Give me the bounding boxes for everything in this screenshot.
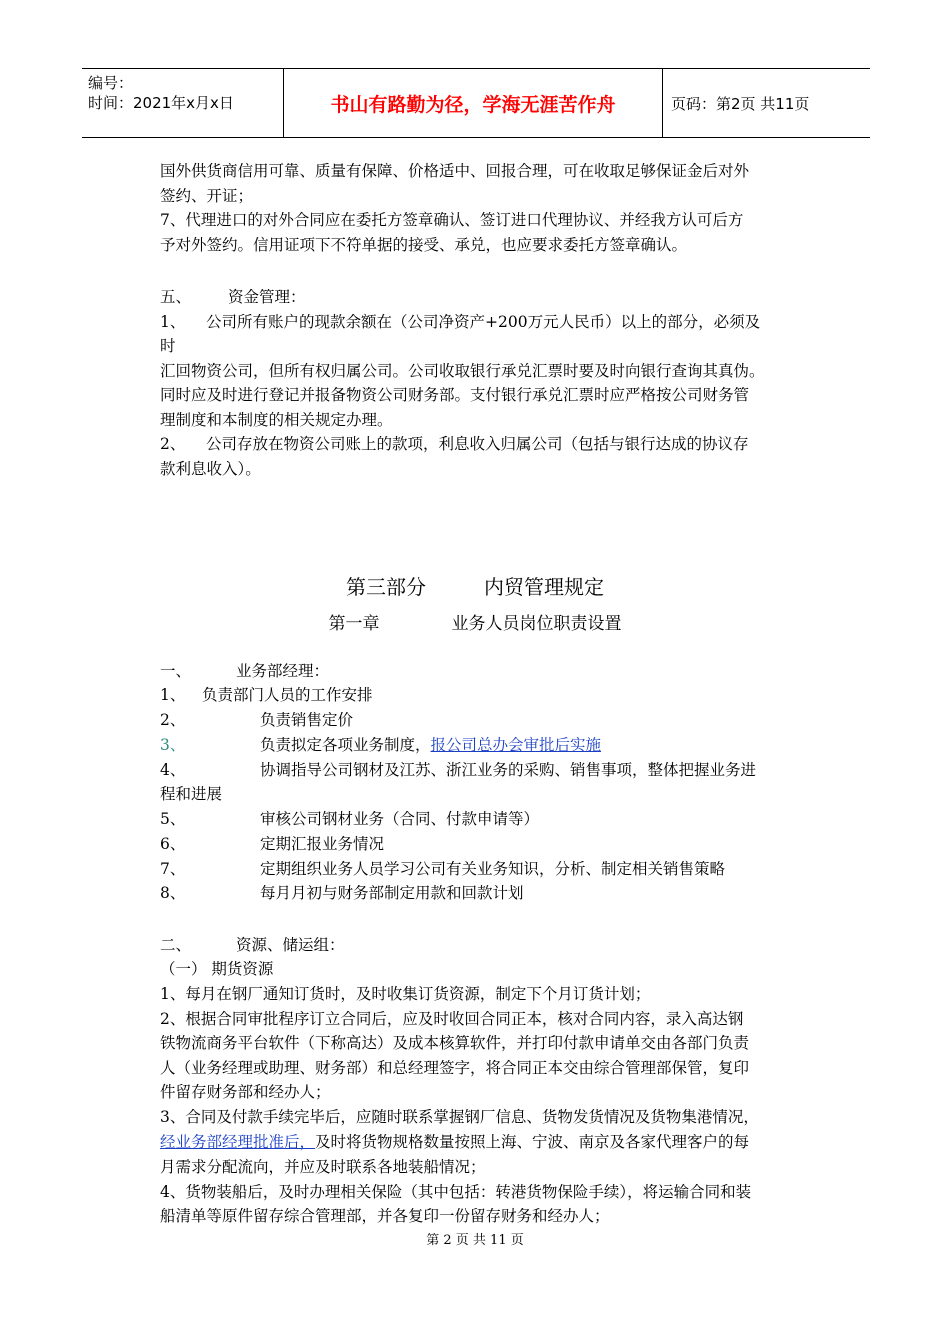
header-slogan: 书山有路勤为径，学海无涯苦作舟 xyxy=(284,69,663,137)
chapter-title: 第一章 业务人员岗位职责设置 xyxy=(328,614,622,634)
manager-item: 7、 定期组织业务人员学习公司有关业务知识，分析、制定相关销售策略 xyxy=(160,860,726,878)
text-line: 人（业务经理或助理、财务部）和总经理签字，将合同正本交由综合管理部保管，复印 xyxy=(160,1059,750,1077)
text-line: 签约、开证； xyxy=(160,187,254,205)
text-line: 程和进展 xyxy=(160,785,223,803)
text-line: 2、根据合同审批程序订立合同后，应及时收回合同正本，核对合同内容，录入高达钢 xyxy=(160,1010,744,1028)
doc-number: 编号： xyxy=(88,74,134,92)
text-line: 月需求分配流向，并应及时联系各地装船情况； xyxy=(160,1158,486,1176)
text-line: 铁物流商务平台软件（下称高达）及成本核算软件，并打印付款申请单交由各部门负责 xyxy=(160,1034,750,1052)
manager-item: 6、 定期汇报业务情况 xyxy=(160,835,385,853)
text-line: 国外供货商信用可靠、质量有保障、价格适中、回报合理，可在收取足够保证金后对外 xyxy=(160,162,750,180)
text-line: 3、合同及付款手续完毕后，应随时联系掌握钢厂信息、货物发货情况及货物集港情况， xyxy=(160,1108,759,1126)
approval-link[interactable]: 报公司总办会审批后实施 xyxy=(430,736,602,754)
text-line: 予对外签约。信用证项下不符单据的接受、承兑，也应要求委托方签章确认。 xyxy=(160,236,688,254)
header-meta xyxy=(82,69,284,137)
manager-item: 3、 负责拟定各项业务制度，报公司总办会审批后实施 xyxy=(160,736,602,754)
manager-item: 4、 协调指导公司钢材及江苏、浙江业务的采购、销售事项，整体把握业务进 xyxy=(160,761,757,779)
fund-item-1: 1、 公司所有账户的现款余额在（公司净资产+200万元人民币）以上的部分，必须及 xyxy=(160,313,761,331)
text-line: 1、每月在钢厂通知订货时，及时收集订货资源，制定下个月订货计划； xyxy=(160,985,651,1003)
text-line: 件留存财务部和经办人； xyxy=(160,1083,331,1101)
page-footer: 第 2 页 共 11 页 xyxy=(426,1233,524,1248)
page-header xyxy=(82,68,870,138)
text-line: 汇回物资公司，但所有权归属公司。公司收取银行承兑汇票时要及时向银行查询其真伪。 xyxy=(160,362,765,380)
manager-item: 8、 每月月初与财务部制定用款和回款计划 xyxy=(160,884,524,902)
fund-item-2: 2、 公司存放在物资公司账上的款项，利息收入归属公司（包括与银行达成的协议存 xyxy=(160,435,749,453)
part-title: 第三部分 内贸管理规定 xyxy=(346,575,604,599)
resources-subheading: （一） 期货资源 xyxy=(160,960,274,978)
text-line: 7、代理进口的对外合同应在委托方签章确认、签订进口代理协议、并经我方认可后方 xyxy=(160,211,744,229)
manager-item: 5、 审核公司钢材业务（合同、付款申请等） xyxy=(160,810,540,828)
manager-heading: 一、 业务部经理： xyxy=(160,662,330,680)
text-line: 理制度和本制度的相关规定办理。 xyxy=(160,411,393,429)
doc-date: 时间：2021年x月x日 xyxy=(88,94,234,112)
manager-item: 1、 负责部门人员的工作安排 xyxy=(160,686,373,704)
text-line: 款利息收入）。 xyxy=(160,460,261,478)
fund-heading: 五、 资金管理： xyxy=(160,288,306,306)
manager-approval-link[interactable]: 经业务部经理批准后， xyxy=(160,1133,316,1151)
text-line: 船清单等原件留存综合管理部，并各复印一份留存财务和经办人； xyxy=(160,1207,610,1225)
text-line: 经业务部经理批准后，及时将货物规格数量按照上海、宁波、南京及各家代理客户的每 xyxy=(160,1133,750,1151)
text-line: 时 xyxy=(160,337,176,355)
text-line: 4、货物装船后，及时办理相关保险（其中包括：转港货物保险手续），将运输合同和装 xyxy=(160,1183,752,1201)
text-line: 同时应及时进行登记并报备物资公司财务部。支付银行承兑汇票时应严格按公司财务管 xyxy=(160,386,750,404)
resources-heading: 二、 资源、储运组： xyxy=(160,936,345,954)
manager-item: 2、 负责销售定价 xyxy=(160,711,354,729)
header-page-info: 页码：第2页 共11页 xyxy=(671,94,810,113)
